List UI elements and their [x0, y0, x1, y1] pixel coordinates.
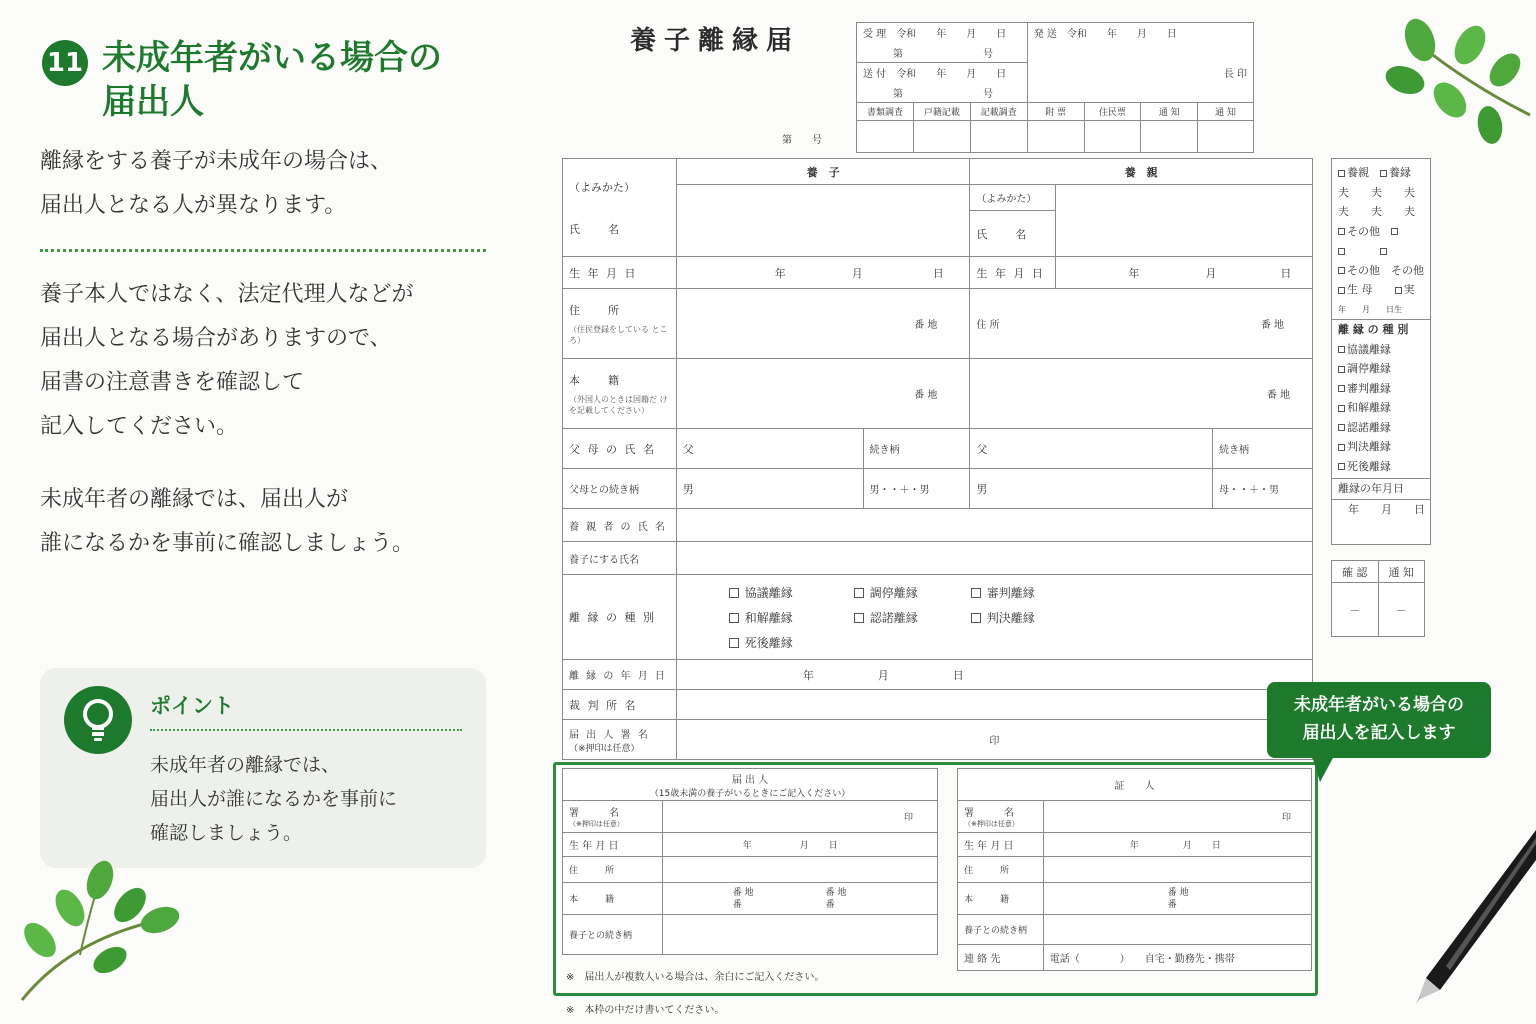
adoptee-birth-field[interactable]: 年 月 日: [676, 257, 970, 289]
point-line: 届出人が誰になるかを事前に: [150, 788, 398, 810]
adoptee-relation-field[interactable]: 続き柄: [863, 429, 970, 469]
body-line: 養子本人ではなく、法定代理人などが: [40, 282, 414, 307]
notifier-sign-field[interactable]: 印: [662, 801, 937, 833]
pen-icon: [1400, 820, 1536, 1020]
notifier-header: 届 出 人 （15歳未満の養子がいるときにご記入ください）: [563, 769, 938, 801]
adoptee-header: 養 子: [676, 159, 970, 185]
callout-line: 未成年者がいる場合の: [1294, 695, 1464, 715]
adopter-birth-field[interactable]: 年 月 日: [1056, 257, 1313, 289]
witness-honseki-field[interactable]: 番 地 番: [1043, 883, 1311, 915]
notifier-honseki-field[interactable]: 番 地 番 番 地 番: [662, 883, 937, 915]
kind-options: [676, 575, 1312, 660]
court-field[interactable]: [676, 690, 1312, 720]
adopter-header: 養 親: [970, 159, 1313, 185]
date-field[interactable]: 年 月 日: [676, 660, 1312, 690]
main-form-table: [562, 158, 1313, 760]
callout-bubble: [1267, 682, 1491, 758]
callout-line: 届出人を記入します: [1302, 723, 1456, 743]
footer-note: ※ 本枠の中だけ書いてください。: [566, 1005, 725, 1016]
point-title: ポイント: [150, 694, 234, 718]
kind-checkbox[interactable]: 死後離縁: [729, 634, 854, 651]
notifier-highlight-frame: [553, 762, 1318, 996]
check-col: 戸籍記載: [913, 103, 970, 121]
adopter-name-field[interactable]: [1056, 185, 1313, 257]
leaf-decoration-icon: [10, 860, 180, 1010]
sign-field[interactable]: 印: [676, 720, 1312, 760]
chief-seal-cell: 長 印: [1027, 43, 1253, 103]
section-title-line2: 届出人: [102, 82, 204, 122]
check-col: 住民票: [1084, 103, 1141, 121]
witness-birth-label: 生 年 月 日: [958, 833, 1044, 857]
adoptee-address-field[interactable]: 番 地: [676, 289, 970, 359]
witness-header: 証 人: [958, 769, 1312, 801]
honseki-label-cell: 本 籍 （外国人のときは国籍だ けを記載してください）: [563, 359, 677, 429]
form-title: 養子離縁届: [630, 26, 801, 56]
witness-contact-field[interactable]: 電話（ ） 自宅・勤務先・携帯: [1043, 945, 1311, 971]
section-title-line1: 未成年者がいる場合の: [102, 38, 442, 78]
kind-checkbox[interactable]: 審判離縁: [971, 584, 1088, 601]
sent-row: 発 送 令和 年 月 日: [1027, 23, 1253, 43]
point-line: 未成年者の離縁では、: [150, 754, 341, 776]
accepted-row: 受 理 令和 年 月 日: [857, 23, 1028, 43]
check-col: 書類調査: [857, 103, 914, 121]
confirm-label: 確 認: [1332, 561, 1379, 583]
adoptee-fullname-field[interactable]: [676, 542, 1312, 575]
lightbulb-icon: [64, 686, 132, 754]
dotted-divider: [40, 249, 486, 252]
address-label-cell: 住 所 （住民登録をしている ところ）: [563, 289, 677, 359]
witness-birth-field[interactable]: 年 月 日: [1043, 833, 1311, 857]
notifier-birth-label: 生 年 月 日: [563, 833, 663, 857]
witness-contact-label: 連 絡 先: [958, 945, 1044, 971]
parents-label: 父 母 の 氏 名: [563, 429, 677, 469]
check-col: 通 知: [1198, 103, 1254, 121]
body-line: 記入してください。: [40, 414, 239, 439]
reception-table: [856, 22, 1254, 153]
sign-label-cell: 届 出 人 署 名 （※押印は任意）: [563, 720, 677, 760]
adopter-honseki-field[interactable]: 番 地: [970, 359, 1313, 429]
adopter-fullname-field[interactable]: [676, 509, 1312, 542]
adopter-yomikata-label: （よみかた）: [970, 185, 1056, 211]
leaf-decoration-icon: [1380, 5, 1536, 145]
kind-checkbox[interactable]: 和解離縁: [729, 609, 854, 626]
notifier-relation-label: 養子との続き柄: [563, 915, 663, 955]
check-col: 通 知: [1141, 103, 1198, 121]
body-line: 誰になるかを事前に確認しましょう。: [40, 531, 415, 556]
point-divider: [150, 729, 462, 731]
adopter-relation-field[interactable]: 続き柄: [1213, 429, 1313, 469]
step-number-badge: 11: [42, 40, 88, 86]
reception-columns-row: [857, 103, 1254, 121]
body-paragraph: [40, 273, 414, 449]
notifier-honseki-label: 本 籍: [563, 883, 663, 915]
transmitted-number-row: 第 号: [857, 83, 1028, 103]
adoptee-father-field[interactable]: 父: [676, 429, 863, 469]
confirm-field[interactable]: －: [1332, 583, 1379, 637]
body-line: 届書の注意書きを確認して: [40, 370, 305, 395]
notifier-birth-field[interactable]: 年 月 日: [662, 833, 937, 857]
number-label: 第 号: [782, 135, 822, 146]
adopter-birth-label: 生 年 月 日: [970, 257, 1056, 289]
kind-checkbox[interactable]: 判決離縁: [971, 609, 1088, 626]
intro-line: 届出人となる人が異なります。: [40, 193, 347, 218]
callout-tail: [1312, 756, 1334, 782]
adopter-mother-field[interactable]: 男: [970, 469, 1213, 509]
point-line: 確認しましょう。: [150, 822, 303, 844]
check-col: 附 票: [1027, 103, 1084, 121]
adopter-address-field[interactable]: 住 所 番 地: [970, 289, 1313, 359]
intro-line: 離縁をする養子が未成年の場合は、: [40, 149, 393, 174]
kind-checkbox[interactable]: 認諾離縁: [854, 609, 971, 626]
confirm-table: [1331, 560, 1425, 637]
notifier-address-label: 住 所: [563, 857, 663, 883]
body-paragraph-2: [40, 478, 414, 566]
witness-sign-label: 署 名 （※押印は任意）: [958, 801, 1044, 833]
transmitted-row: 送 付 令和 年 月 日: [857, 63, 1028, 83]
birth-label: 生 年 月 日: [563, 257, 677, 289]
side-checks: 養親 養縁 夫 夫 夫 夫 夫 夫 その他 その他 その他 生 母 実 年 月 日生 離 縁 の 種 別 協議離縁 調停離縁 審判離縁 和解離縁 認諾離縁 判決離縁 死後離縁 離縁の年月日 年 月 日: [1332, 159, 1431, 545]
court-label: 裁 判 所 名: [563, 690, 677, 720]
intro-paragraph: [40, 140, 392, 228]
side-table: [1331, 158, 1431, 545]
adopter-name-label: 氏 名: [970, 211, 1056, 257]
adopter-fullname-label: 養 親 者 の 氏 名: [563, 509, 677, 542]
witness-honseki-label: 本 籍: [958, 883, 1044, 915]
adopter-father-field[interactable]: 父: [970, 429, 1213, 469]
notifier-note: ※ 届出人が複数人いる場合は、余白にご記入ください。: [566, 972, 825, 983]
body-line: 未成年者の離縁では、届出人が: [40, 487, 349, 512]
point-text: [150, 748, 397, 850]
notice-field[interactable]: －: [1378, 583, 1425, 637]
kind-checkbox[interactable]: 協議離縁: [729, 584, 854, 601]
accepted-number-row: 第 号: [857, 43, 1028, 63]
adoptee-mother-field[interactable]: 男: [676, 469, 863, 509]
body-line: 届出人となる場合がありますので、: [40, 326, 392, 351]
adoptee-fullname-label: 養子にする氏名: [563, 542, 677, 575]
section-title: [102, 36, 522, 124]
name-label-cell: （よみかた） 氏 名: [563, 159, 677, 257]
adoptee-name-field[interactable]: [676, 185, 970, 257]
witness-address-label: 住 所: [958, 857, 1044, 883]
parent-relation-label: 父母との続き柄: [563, 469, 677, 509]
adoptee-honseki-field[interactable]: 番 地: [676, 359, 970, 429]
adoptee-relation-value: 男・・＋・男: [863, 469, 970, 509]
adopter-relation-value: 母・・＋・男: [1213, 469, 1313, 509]
notice-label: 通 知: [1378, 561, 1425, 583]
kind-checkbox[interactable]: 調停離縁: [854, 584, 971, 601]
kind-label: 離 縁 の 種 別: [563, 575, 677, 660]
witness-sign-field[interactable]: 印: [1043, 801, 1311, 833]
date-label: 離 縁 の 年 月 日: [563, 660, 677, 690]
check-col: 記載調査: [970, 103, 1027, 121]
witness-relation-label: 養子との続き柄: [958, 915, 1044, 945]
notifier-sign-label: 署 名 （※押印は任意）: [563, 801, 663, 833]
